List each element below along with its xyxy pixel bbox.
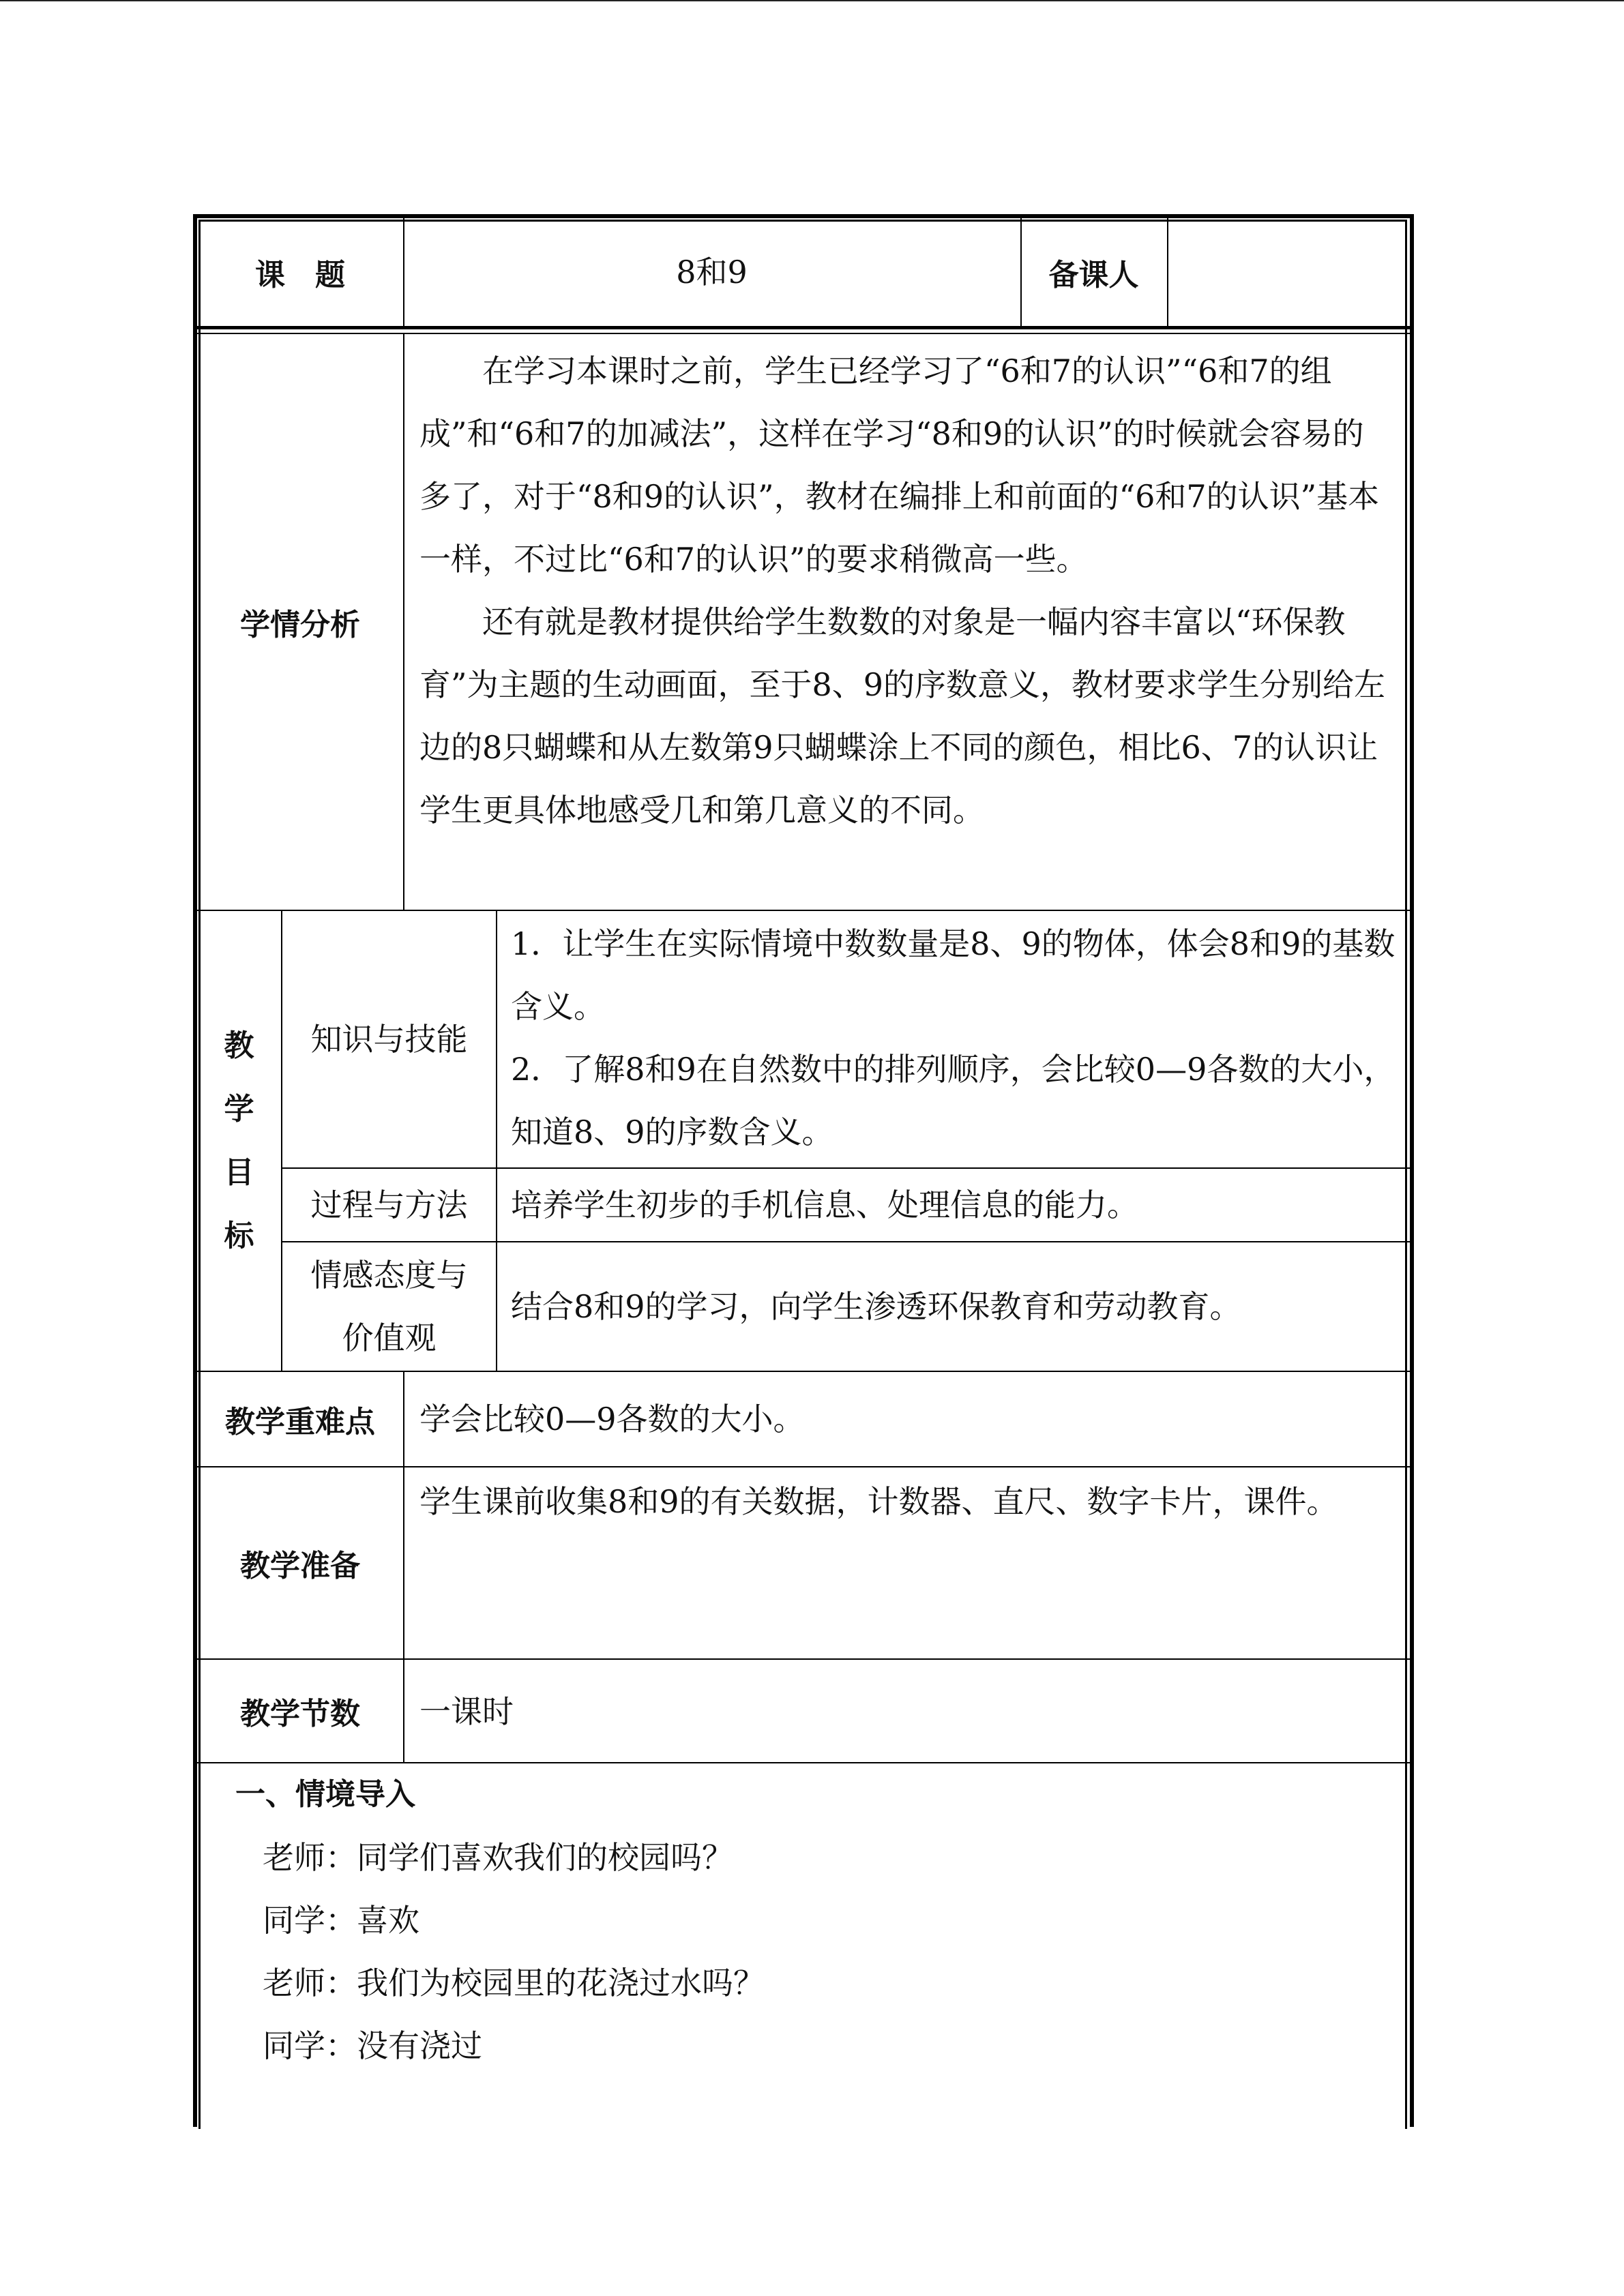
emotion-label bbox=[282, 1242, 496, 1371]
emotion-text: 结合8和9的学习，向学生渗透环保教育和劳动教育。 bbox=[511, 1288, 1241, 1325]
process-label: 过程与方法 bbox=[310, 1187, 468, 1223]
periods-text: 一课时 bbox=[419, 1693, 514, 1730]
page-top-border bbox=[0, 0, 1624, 1]
knowledge-text bbox=[511, 912, 1398, 1163]
emotion-label-line: 情感态度与 bbox=[310, 1257, 468, 1294]
dialogue-line: 同学：没有浇过 bbox=[263, 2027, 482, 2064]
objectives-label-char: 教 bbox=[224, 1028, 254, 1063]
divider bbox=[496, 911, 497, 1371]
teaching-process bbox=[235, 1763, 1395, 2077]
knowledge-label: 知识与技能 bbox=[310, 1021, 468, 1058]
divider bbox=[403, 1467, 404, 1658]
header-bottom-border bbox=[197, 326, 1410, 329]
periods-label: 教学节数 bbox=[240, 1697, 360, 1731]
objectives-label-char: 目 bbox=[224, 1155, 254, 1190]
analysis-paragraph: 在学习本课时之前，学生已经学习了“6和7的认识”“6和7的组成”和“6和7的加减法”，这样在学习“8和9的认识”的时候就会容易的多了，对于“8和9的认识”，教材在编排上和前面的“6和7的认识”基本一样，不过比“6和7的认识”的要求稍微高一些。 bbox=[419, 353, 1380, 578]
objectives-label-char: 学 bbox=[224, 1092, 254, 1127]
dialogue-line: 同学：喜欢 bbox=[263, 1902, 419, 1939]
process-text: 培养学生初步的手机信息、处理信息的能力。 bbox=[511, 1187, 1138, 1223]
key-points-label: 教学重难点 bbox=[225, 1405, 375, 1440]
analysis-paragraph: 还有就是教材提供给学生数数的对象是一幅内容丰富以“环保教育”为主题的生动画面，至于8、9的序数意义，教材要求学生分别给左边的8只蝴蝶和从左数第9只蝴蝶涂上不同的颜色，相比6、7的认识让学生更具体地感受几和第几意义的不同。 bbox=[419, 603, 1386, 829]
title-label: 课 题 bbox=[255, 258, 345, 293]
dialogue-line: 老师：同学们喜欢我们的校园吗？ bbox=[263, 1839, 733, 1876]
dialogue-line: 老师：我们为校园里的花浇过水吗？ bbox=[263, 1965, 765, 2001]
divider bbox=[403, 334, 404, 910]
inner-right-border bbox=[1405, 220, 1407, 2129]
analysis-label: 学情分析 bbox=[240, 608, 360, 642]
divider bbox=[403, 1660, 404, 1762]
preparer-value bbox=[1167, 218, 1407, 326]
key-points-text: 学会比较0—9各数的大小。 bbox=[419, 1401, 805, 1437]
preparer-label: 备课人 bbox=[1048, 258, 1139, 293]
lesson-plan-table bbox=[193, 214, 1414, 2127]
knowledge-item: 1．让学生在实际情境中数数量是8、9的物体，体会8和9的基数含义。 bbox=[511, 925, 1396, 1025]
title-value: 8和9 bbox=[676, 254, 748, 290]
preparation-text: 学生课前收集8和9的有关数据，计数器、直尺、数字卡片，课件。 bbox=[419, 1483, 1338, 1520]
objectives-label bbox=[197, 911, 281, 1371]
divider bbox=[403, 1372, 404, 1466]
objectives-label-char: 标 bbox=[224, 1219, 254, 1253]
knowledge-item: 2．了解8和9在自然数中的排列顺序，会比较0—9各数的大小，知道8、9的序数含义。 bbox=[511, 1051, 1396, 1150]
section-heading: 一、情境导入 bbox=[235, 1777, 415, 1812]
analysis-text bbox=[419, 340, 1395, 841]
preparation-label: 教学准备 bbox=[240, 1549, 360, 1583]
emotion-label-line: 价值观 bbox=[342, 1320, 437, 1356]
